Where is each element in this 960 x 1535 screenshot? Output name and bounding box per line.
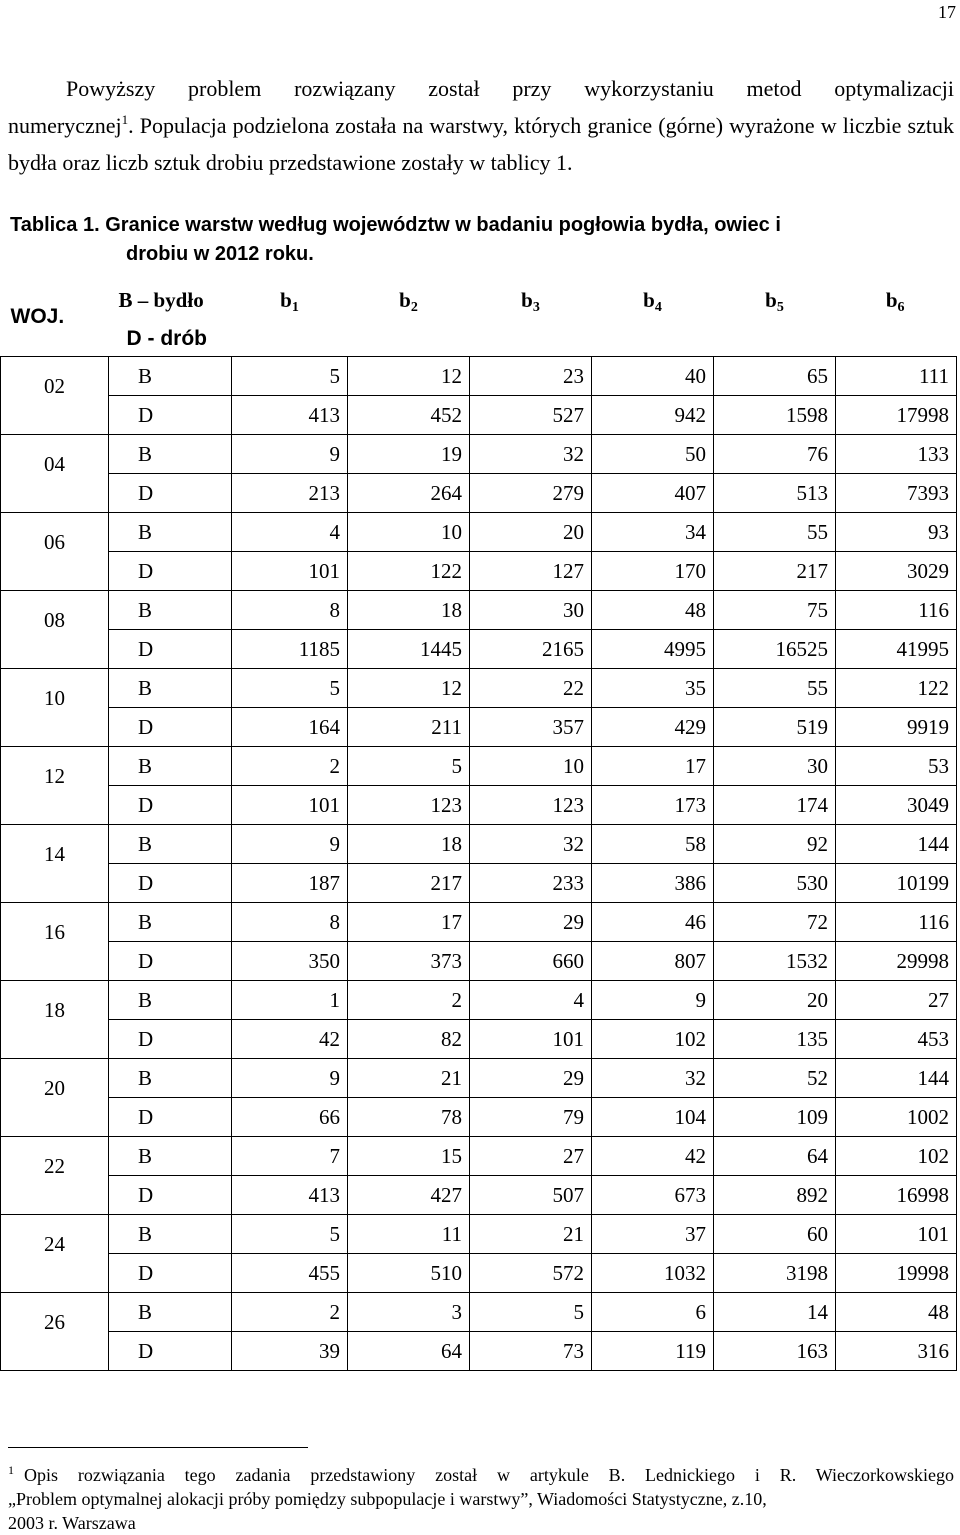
value-cell: 111: [836, 357, 957, 396]
value-cell: 217: [348, 864, 470, 903]
value-cell: 116: [836, 903, 957, 942]
intro-line-2-start: numerycznej: [8, 113, 122, 138]
value-cell: 187: [232, 864, 348, 903]
row-type-cell: B: [109, 435, 232, 474]
value-cell: 5: [232, 357, 348, 396]
value-cell: 144: [836, 825, 957, 864]
woj-code-cell: 06: [1, 513, 109, 591]
row-type-cell: B: [109, 903, 232, 942]
table-row: [1, 1293, 957, 1332]
intro-rest: [8, 107, 954, 181]
header-b1: $b_1$: [280, 287, 299, 315]
value-cell: 7393: [836, 474, 957, 513]
row-type-cell: D: [109, 1332, 232, 1371]
value-cell: 513: [714, 474, 836, 513]
value-cell: 64: [714, 1137, 836, 1176]
intro-paragraph: [8, 70, 954, 181]
value-cell: 79: [470, 1098, 592, 1137]
caption-line-2: drobiu w 2012 roku.: [126, 243, 314, 265]
value-cell: 10199: [836, 864, 957, 903]
value-cell: 53: [836, 747, 957, 786]
value-cell: 1445: [348, 630, 470, 669]
table-row: [1, 552, 957, 591]
row-type-cell: B: [109, 1293, 232, 1332]
value-cell: 101: [232, 552, 348, 591]
value-cell: 21: [348, 1059, 470, 1098]
value-cell: 510: [348, 1254, 470, 1293]
value-cell: 407: [592, 474, 714, 513]
value-cell: 30: [470, 591, 592, 630]
row-type-cell: D: [109, 942, 232, 981]
value-cell: 386: [592, 864, 714, 903]
value-cell: 50: [592, 435, 714, 474]
woj-code-cell: 04: [1, 435, 109, 513]
value-cell: 4: [232, 513, 348, 552]
row-type-cell: D: [109, 786, 232, 825]
value-cell: 92: [714, 825, 836, 864]
value-cell: 892: [714, 1176, 836, 1215]
value-cell: 35: [592, 669, 714, 708]
value-cell: 429: [592, 708, 714, 747]
woj-code-cell: 10: [1, 669, 109, 747]
value-cell: 9: [232, 1059, 348, 1098]
value-cell: 2: [348, 981, 470, 1020]
row-type-cell: B: [109, 747, 232, 786]
value-cell: 10: [348, 513, 470, 552]
value-cell: 213: [232, 474, 348, 513]
value-cell: 264: [348, 474, 470, 513]
value-cell: 42: [232, 1020, 348, 1059]
row-type-cell: B: [109, 513, 232, 552]
row-type-cell: D: [109, 396, 232, 435]
value-cell: 82: [348, 1020, 470, 1059]
table-row: [1, 474, 957, 513]
value-cell: 9: [592, 981, 714, 1020]
table-row: [1, 1176, 957, 1215]
value-cell: 102: [836, 1137, 957, 1176]
value-cell: 123: [348, 786, 470, 825]
value-cell: 174: [714, 786, 836, 825]
value-cell: 4: [470, 981, 592, 1020]
value-cell: 76: [714, 435, 836, 474]
value-cell: 64: [348, 1332, 470, 1371]
table-row: [1, 513, 957, 552]
header-b3: $b_3$: [521, 287, 540, 315]
value-cell: 122: [836, 669, 957, 708]
value-cell: 413: [232, 1176, 348, 1215]
value-cell: 413: [232, 396, 348, 435]
caption-line-1: Tablica 1. Granice warstw według województw w badaniu pogłowia bydła, owiec i: [10, 214, 781, 236]
footnote-reference: 1: [121, 112, 129, 127]
row-type-cell: D: [109, 630, 232, 669]
value-cell: 58: [592, 825, 714, 864]
row-type-cell: B: [109, 357, 232, 396]
value-cell: 12: [348, 357, 470, 396]
value-cell: 14: [714, 1293, 836, 1332]
header-type-line2: D - drób: [126, 327, 207, 350]
value-cell: 1598: [714, 396, 836, 435]
row-type-cell: B: [109, 1059, 232, 1098]
value-cell: 3029: [836, 552, 957, 591]
table-row: [1, 903, 957, 942]
header-type-line1: B – bydło: [118, 287, 204, 312]
value-cell: 7: [232, 1137, 348, 1176]
value-cell: 163: [714, 1332, 836, 1371]
value-cell: 453: [836, 1020, 957, 1059]
value-cell: 8: [232, 591, 348, 630]
value-cell: 4995: [592, 630, 714, 669]
value-cell: 32: [592, 1059, 714, 1098]
value-cell: 11: [348, 1215, 470, 1254]
woj-code-cell: 26: [1, 1293, 109, 1371]
value-cell: 48: [836, 1293, 957, 1332]
table-row: [1, 981, 957, 1020]
value-cell: 316: [836, 1332, 957, 1371]
woj-code-cell: 20: [1, 1059, 109, 1137]
woj-code-cell: 14: [1, 825, 109, 903]
value-cell: 127: [470, 552, 592, 591]
row-type-cell: D: [109, 864, 232, 903]
value-cell: 78: [348, 1098, 470, 1137]
header-woj: WOJ.: [10, 305, 65, 328]
value-cell: 55: [714, 513, 836, 552]
header-b4: $b_4$: [643, 287, 662, 315]
value-cell: 507: [470, 1176, 592, 1215]
woj-code-cell: 12: [1, 747, 109, 825]
value-cell: 29: [470, 903, 592, 942]
value-cell: 18: [348, 825, 470, 864]
value-cell: 9: [232, 825, 348, 864]
value-cell: 101: [470, 1020, 592, 1059]
value-cell: 23: [470, 357, 592, 396]
row-type-cell: B: [109, 1215, 232, 1254]
value-cell: 660: [470, 942, 592, 981]
woj-code-cell: 22: [1, 1137, 109, 1215]
table-row: [1, 1332, 957, 1371]
value-cell: 3049: [836, 786, 957, 825]
value-cell: 427: [348, 1176, 470, 1215]
value-cell: 37: [592, 1215, 714, 1254]
value-cell: 75: [714, 591, 836, 630]
value-cell: 73: [470, 1332, 592, 1371]
footnote-divider: [8, 1447, 308, 1448]
value-cell: 1: [232, 981, 348, 1020]
table-row: [1, 1137, 957, 1176]
table-row: [1, 1098, 957, 1137]
value-cell: 9: [232, 435, 348, 474]
value-cell: 123: [470, 786, 592, 825]
value-cell: 32: [470, 435, 592, 474]
value-cell: 66: [232, 1098, 348, 1137]
value-cell: 42: [592, 1137, 714, 1176]
value-cell: 104: [592, 1098, 714, 1137]
value-cell: 29998: [836, 942, 957, 981]
value-cell: 16525: [714, 630, 836, 669]
value-cell: 807: [592, 942, 714, 981]
strata-table: [0, 278, 957, 1371]
value-cell: 17: [592, 747, 714, 786]
value-cell: 373: [348, 942, 470, 981]
woj-code-cell: 18: [1, 981, 109, 1059]
table-caption: [10, 211, 940, 269]
value-cell: 455: [232, 1254, 348, 1293]
table-row: [1, 357, 957, 396]
table-row: [1, 786, 957, 825]
value-cell: 2: [232, 747, 348, 786]
value-cell: 8: [232, 903, 348, 942]
value-cell: 17: [348, 903, 470, 942]
value-cell: 17998: [836, 396, 957, 435]
value-cell: 12: [348, 669, 470, 708]
row-type-cell: D: [109, 552, 232, 591]
value-cell: 5: [348, 747, 470, 786]
value-cell: 15: [348, 1137, 470, 1176]
value-cell: 20: [714, 981, 836, 1020]
value-cell: 527: [470, 396, 592, 435]
value-cell: 5: [232, 1215, 348, 1254]
value-cell: 452: [348, 396, 470, 435]
table-row: [1, 825, 957, 864]
value-cell: 357: [470, 708, 592, 747]
table-row: [1, 708, 957, 747]
row-type-cell: B: [109, 669, 232, 708]
row-type-cell: D: [109, 1176, 232, 1215]
value-cell: 164: [232, 708, 348, 747]
value-cell: 5: [470, 1293, 592, 1332]
value-cell: 101: [232, 786, 348, 825]
table-row: [1, 435, 957, 474]
row-type-cell: D: [109, 1098, 232, 1137]
value-cell: 72: [714, 903, 836, 942]
value-cell: 673: [592, 1176, 714, 1215]
row-type-cell: B: [109, 825, 232, 864]
row-type-cell: B: [109, 981, 232, 1020]
value-cell: 942: [592, 396, 714, 435]
footnote-mark: 1: [8, 1463, 14, 1477]
table-row: [1, 591, 957, 630]
value-cell: 133: [836, 435, 957, 474]
value-cell: 1032: [592, 1254, 714, 1293]
value-cell: 3198: [714, 1254, 836, 1293]
table-row: [1, 630, 957, 669]
value-cell: 21: [470, 1215, 592, 1254]
table-row: [1, 396, 957, 435]
value-cell: 27: [470, 1137, 592, 1176]
value-cell: 350: [232, 942, 348, 981]
row-type-cell: D: [109, 1254, 232, 1293]
value-cell: 1185: [232, 630, 348, 669]
table-row: [1, 942, 957, 981]
value-cell: 135: [714, 1020, 836, 1059]
value-cell: 34: [592, 513, 714, 552]
value-cell: 211: [348, 708, 470, 747]
header-b2: $b_2$: [399, 287, 418, 315]
value-cell: 39: [232, 1332, 348, 1371]
value-cell: 19: [348, 435, 470, 474]
footnote-line-3: 2003 r. Warszawa: [8, 1513, 136, 1533]
intro-line-2-rest: . Populacja podzielona została na warstwy, których granice (górne) wyrażone w liczbie sztuk bydła oraz liczb sztuk drobiu przedstawione zostały w tablicy 1.: [8, 113, 954, 175]
value-cell: 119: [592, 1332, 714, 1371]
value-cell: 109: [714, 1098, 836, 1137]
value-cell: 9919: [836, 708, 957, 747]
table-row: [1, 1254, 957, 1293]
row-type-cell: B: [109, 591, 232, 630]
value-cell: 3: [348, 1293, 470, 1332]
woj-code-cell: 02: [1, 357, 109, 435]
table-row: [1, 669, 957, 708]
header-b5: $b_5$: [765, 287, 784, 315]
row-type-cell: D: [109, 474, 232, 513]
table-row: [1, 1059, 957, 1098]
value-cell: 16998: [836, 1176, 957, 1215]
value-cell: 572: [470, 1254, 592, 1293]
page-number: 17: [938, 2, 956, 22]
value-cell: 279: [470, 474, 592, 513]
value-cell: 101: [836, 1215, 957, 1254]
table-row: [1, 747, 957, 786]
value-cell: 30: [714, 747, 836, 786]
value-cell: 27: [836, 981, 957, 1020]
value-cell: 18: [348, 591, 470, 630]
table-subheader-row: [1, 322, 957, 357]
value-cell: 46: [592, 903, 714, 942]
intro-line-1: Powyższy problem rozwiązany został przy wykorzystaniu metod optymalizacji: [66, 76, 954, 101]
value-cell: 55: [714, 669, 836, 708]
value-cell: 40: [592, 357, 714, 396]
table-header-row: [1, 278, 957, 322]
value-cell: 6: [592, 1293, 714, 1332]
value-cell: 519: [714, 708, 836, 747]
value-cell: 217: [714, 552, 836, 591]
woj-code-cell: 08: [1, 591, 109, 669]
table-row: [1, 1215, 957, 1254]
value-cell: 32: [470, 825, 592, 864]
woj-code-cell: 16: [1, 903, 109, 981]
row-type-cell: D: [109, 1020, 232, 1059]
value-cell: 2: [232, 1293, 348, 1332]
value-cell: 52: [714, 1059, 836, 1098]
value-cell: 170: [592, 552, 714, 591]
value-cell: 93: [836, 513, 957, 552]
value-cell: 1532: [714, 942, 836, 981]
row-type-cell: B: [109, 1137, 232, 1176]
row-type-cell: D: [109, 708, 232, 747]
value-cell: 20: [470, 513, 592, 552]
value-cell: 1002: [836, 1098, 957, 1137]
value-cell: 22: [470, 669, 592, 708]
value-cell: 29: [470, 1059, 592, 1098]
footnote: [8, 1463, 954, 1535]
header-b6: $b_6$: [885, 287, 905, 315]
value-cell: 60: [714, 1215, 836, 1254]
value-cell: 116: [836, 591, 957, 630]
woj-code-cell: 24: [1, 1215, 109, 1293]
value-cell: 48: [592, 591, 714, 630]
value-cell: 41995: [836, 630, 957, 669]
value-cell: 5: [232, 669, 348, 708]
value-cell: 233: [470, 864, 592, 903]
value-cell: 65: [714, 357, 836, 396]
value-cell: 530: [714, 864, 836, 903]
value-cell: 122: [348, 552, 470, 591]
table-body: [1, 357, 957, 1371]
value-cell: 2165: [470, 630, 592, 669]
footnote-line-1: $^1$ Opis rozwiązania tego zadania przedstawiony został w artykule B. Lednickiego i R. Wieczorkowskiego: [8, 1463, 954, 1485]
value-cell: 173: [592, 786, 714, 825]
value-cell: 10: [470, 747, 592, 786]
table-row: [1, 864, 957, 903]
value-cell: 102: [592, 1020, 714, 1059]
value-cell: 19998: [836, 1254, 957, 1293]
value-cell: 144: [836, 1059, 957, 1098]
table-row: [1, 1020, 957, 1059]
footnote-line-2: „Problem optymalnej alokacji próby pomiędzy subpopulacje i warstwy”, Wiadomości Statystyczne, z.10,: [8, 1489, 767, 1509]
